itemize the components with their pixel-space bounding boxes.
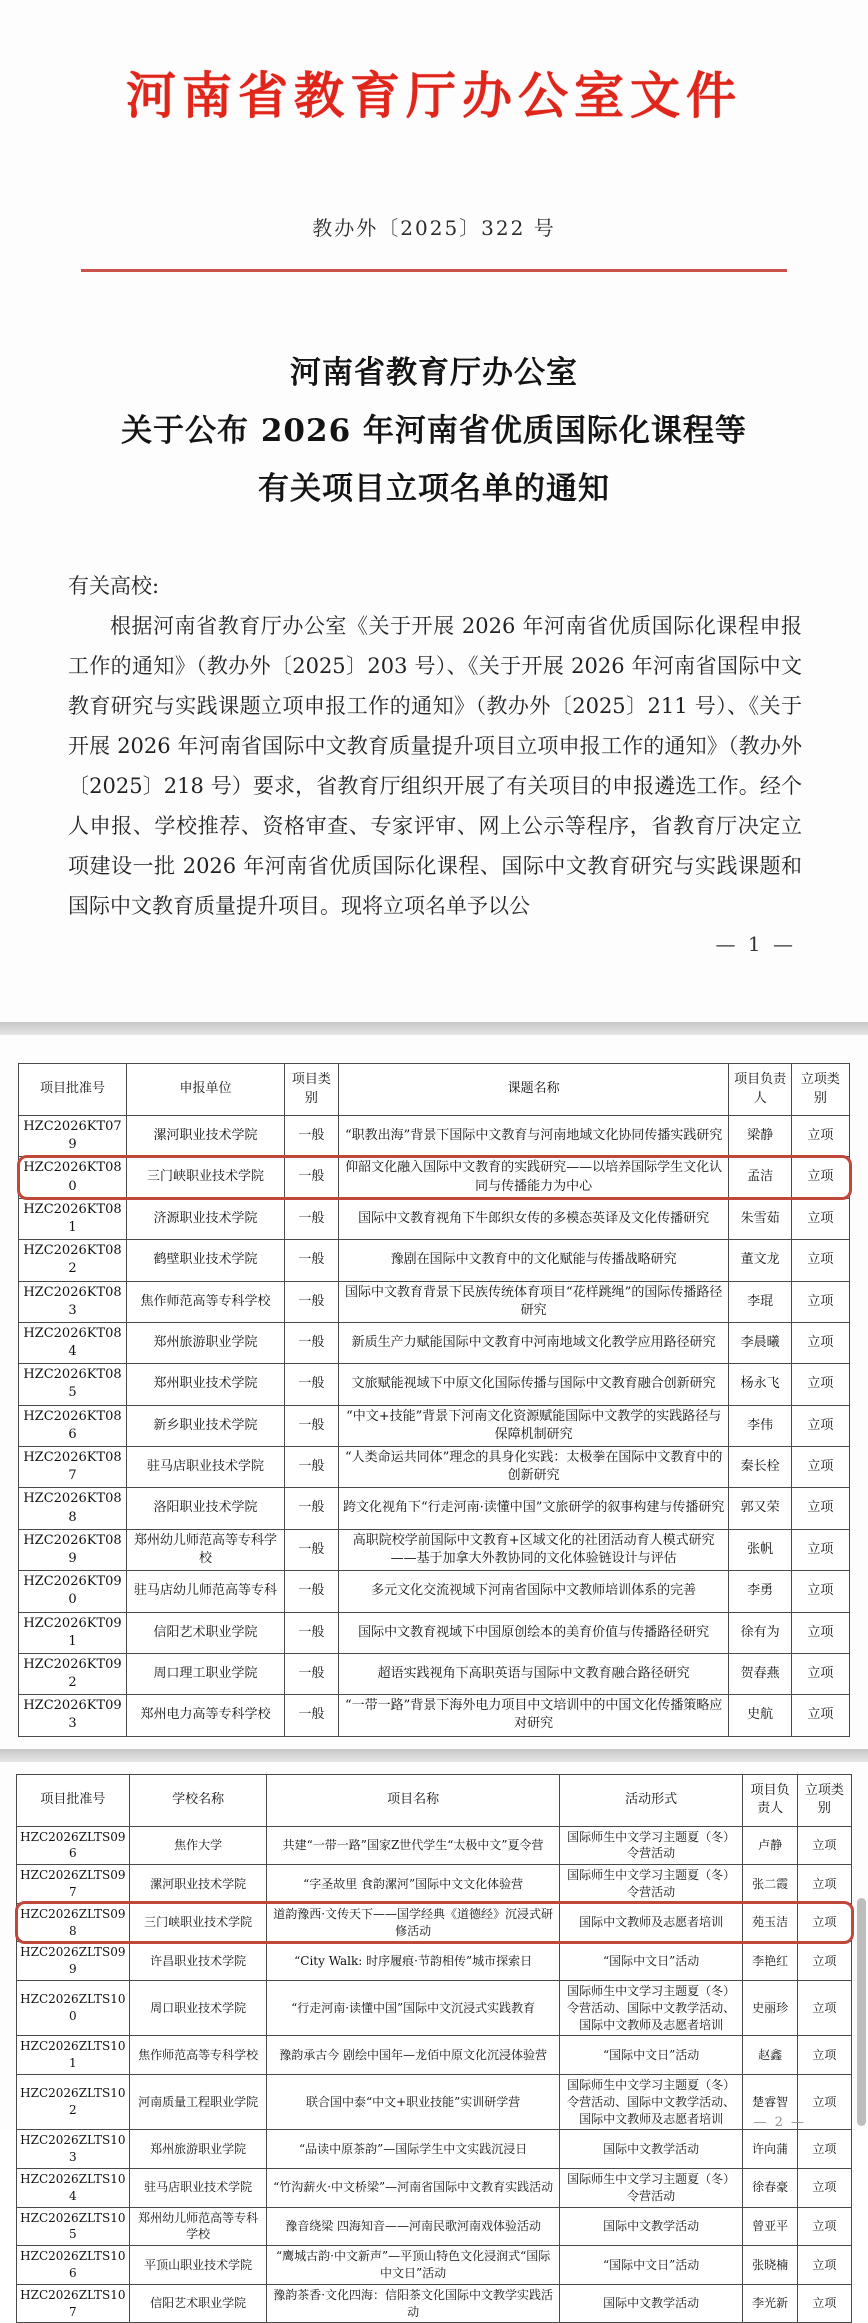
table-cell: 豫剧在国际中文教育中的文化赋能与传播战略研究: [338, 1240, 729, 1281]
table-cell: 国际中文教育视域下中国原创绘本的美育价值与传播路径研究: [338, 1612, 729, 1653]
table-cell: 豫韵茶香·文化四海：信阳茶文化国际中文教学实践活动: [267, 2284, 559, 2323]
table1-header-row: [19, 1064, 850, 1116]
table-cell: 河南质量工程职业学院: [129, 2074, 267, 2129]
table-cell: 国际中文教师及志愿者培训: [559, 1903, 743, 1942]
table-cell: 立项: [797, 2036, 851, 2075]
table1-header-status: 立项类别: [791, 1064, 849, 1116]
table2-header-leader: 项目负责人: [743, 1774, 797, 1826]
table-cell: 驻马店职业技术学院: [129, 2168, 267, 2207]
table-cell: 立项: [797, 2168, 851, 2207]
table-cell: 立项: [797, 1942, 851, 1981]
table-cell: 一般: [284, 1447, 338, 1488]
table-cell: 三门峡职业技术学院: [129, 1903, 267, 1942]
body-paragraph: 根据河南省教育厅办公室《关于开展 2026 年河南省优质国际化课程申报工作的通知》（教办外〔2025〕203 号）、《关于开展 2026 年河南省国际中文教育研究与实践课题立项申报工作的通知》（教办外〔2025〕211 号）、《关于开展 2026 年河南省国际中文教育质量提升项目立项申报工作的通知》（教办外〔2025〕218 号）要求，省教育厅组织开展了有关项目的申报遴选工作。经个人申报、学校推荐、资格审查、专家评审、网上公示等程序，省教育厅决定立项建设一批 2026 年河南省优质国际化课程、国际中文教育研究与实践课题和国际中文教育质量提升项目。现将立项名单予以公: [68, 614, 802, 918]
table-cell: 一般: [284, 1612, 338, 1653]
table-cell: 许向蒲: [743, 2130, 797, 2169]
table-cell: 一般: [284, 1571, 338, 1612]
table-row: [19, 1695, 850, 1736]
table-cell: “竹沟薪火·中文桥梁”—河南省国际中文教育实践活动: [267, 2168, 559, 2207]
table-row: [17, 2207, 852, 2246]
table-cell: 郑州幼儿师范高等专科学校: [129, 2207, 267, 2246]
table-cell: “行走河南·读懂中国”国际中文沉浸式实践教育: [267, 1981, 559, 2036]
project-table-courses: [18, 1063, 850, 1737]
table-cell: HZC2026KT083: [19, 1281, 127, 1322]
table-cell: 焦作大学: [129, 1826, 267, 1865]
table-cell: 国际中文教学活动: [559, 2130, 743, 2169]
notice-title-line-2: 关于公布 2026 年河南省优质国际化课程等: [121, 413, 747, 449]
table-cell: 许昌职业技术学院: [129, 1942, 267, 1981]
table-cell: “中文+技能”背景下河南文化资源赋能国际中文教学的实践路径与保障机制研究: [338, 1405, 729, 1446]
table-cell: 超语实践视角下高职英语与国际中文教育融合路径研究: [338, 1653, 729, 1694]
table-cell: HZC2026ZLTS103: [17, 2130, 130, 2169]
page-break-band-2: [0, 1749, 868, 1762]
table-cell: HZC2026ZLTS102: [17, 2074, 130, 2129]
table-cell: 张晓楠: [743, 2246, 797, 2285]
salutation: 有关高校:: [68, 574, 160, 598]
table-cell: 李晨曦: [729, 1322, 791, 1363]
page-number-1: — 1 —: [715, 932, 796, 956]
table-cell: 张二霞: [743, 1865, 797, 1904]
table-cell: 驻马店职业技术学院: [127, 1447, 285, 1488]
table-row: [19, 1488, 850, 1529]
table-row: [17, 2036, 852, 2075]
notice-title: [0, 344, 868, 518]
table-cell: 多元文化交流视域下河南省国际中文教师培训体系的完善: [338, 1571, 729, 1612]
table1-header-unit: 申报单位: [127, 1064, 285, 1116]
project-table-activities: [16, 1774, 852, 2323]
table1-header-category: 项目类别: [284, 1064, 338, 1116]
table-cell: 史航: [729, 1695, 791, 1736]
table-row: [17, 1981, 852, 2036]
table-cell: 跨文化视角下“行走河南·读懂中国”文旅研学的叙事构建与传播研究: [338, 1488, 729, 1529]
table-cell: 史丽珍: [743, 1981, 797, 2036]
table-cell: 杨永飞: [729, 1364, 791, 1405]
table-row: [17, 2246, 852, 2285]
table-cell: 一般: [284, 1240, 338, 1281]
table-row: [19, 1529, 850, 1570]
table-cell: 立项: [797, 1981, 851, 2036]
table-cell: 立项: [791, 1447, 849, 1488]
table-cell: 豫韵承古今 剧绘中国年—龙佰中原文化沉浸体验营: [267, 2036, 559, 2075]
table-cell: 立项: [791, 1364, 849, 1405]
table-cell: “品读中原茶韵”—国际学生中文实践沉浸日: [267, 2130, 559, 2169]
table-cell: “职教出海”背景下国际中文教育与河南地域文化协同传播实践研究: [338, 1116, 729, 1157]
table-cell: “国际中文日”活动: [559, 2246, 743, 2285]
table-cell: 一般: [284, 1198, 338, 1239]
notice-body: [0, 566, 868, 926]
table-cell: 国际中文教育视角下牛郎织女传的多模态英译及文化传播研究: [338, 1198, 729, 1239]
table-cell: 国际师生中文学习主题夏（冬）令营活动、国际中文教学活动、国际中文教师及志愿者培训: [559, 2074, 743, 2129]
notice-title-line-3: 有关项目立项名单的通知: [258, 471, 610, 507]
table-cell: 漯河职业技术学院: [127, 1116, 285, 1157]
table-row: [17, 2074, 852, 2129]
table-row: [17, 2284, 852, 2323]
table-cell: HZC2026KT085: [19, 1364, 127, 1405]
table-cell: 立项: [791, 1405, 849, 1446]
table-cell: HZC2026ZLTS096: [17, 1826, 130, 1865]
table-cell: 贺春燕: [729, 1653, 791, 1694]
table-row: [17, 2168, 852, 2207]
table-cell: 一般: [284, 1364, 338, 1405]
table-cell: 立项: [797, 2246, 851, 2285]
table-cell: 楚睿智: [743, 2074, 797, 2129]
table-cell: 立项: [791, 1198, 849, 1239]
table2-header-row: [17, 1774, 852, 1826]
table-cell: “一带一路”背景下海外电力项目中文培训中的中国文化传播策略应对研究: [338, 1695, 729, 1736]
table-cell: 立项: [791, 1653, 849, 1694]
table-cell: 一般: [284, 1405, 338, 1446]
table-cell: 一般: [284, 1281, 338, 1322]
table-cell: 国际师生中文学习主题夏（冬）令营活动: [559, 1826, 743, 1865]
table-cell: 国际师生中文学习主题夏（冬）令营活动: [559, 1865, 743, 1904]
table-cell: 郑州旅游职业学院: [129, 2130, 267, 2169]
document-number: 教办外〔2025〕322 号: [312, 216, 556, 240]
table-cell: 洛阳职业技术学院: [127, 1488, 285, 1529]
table-cell: HZC2026KT092: [19, 1653, 127, 1694]
table-cell: 新质生产力赋能国际中文教育中河南地域文化教学应用路径研究: [338, 1322, 729, 1363]
table-cell: 一般: [284, 1488, 338, 1529]
table-cell: “鹰城古韵·中文新声”—平顶山特色文化浸润式“国际中文日”活动: [267, 2246, 559, 2285]
table-cell: HZC2026KT088: [19, 1488, 127, 1529]
table-cell: 李光新: [743, 2284, 797, 2323]
table-cell: HZC2026ZLTS104: [17, 2168, 130, 2207]
table2-header-activity-type: 活动形式: [559, 1774, 743, 1826]
table-cell: HZC2026KT090: [19, 1571, 127, 1612]
table-cell: 国际中文教学活动: [559, 2207, 743, 2246]
table-cell: 秦长栓: [729, 1447, 791, 1488]
table-cell: 苑玉洁: [743, 1903, 797, 1942]
table-cell: 立项: [791, 1571, 849, 1612]
table-cell: 立项: [797, 1826, 851, 1865]
table-cell: 焦作师范高等专科学校: [127, 1281, 285, 1322]
table-cell: HZC2026ZLTS098: [17, 1903, 130, 1942]
page-number-2-partial: — 2 —: [753, 2115, 806, 2130]
table-cell: 周口理工职业学院: [127, 1653, 285, 1694]
table2-header-status: 立项类别: [797, 1774, 851, 1826]
scrollbar-thumb[interactable]: [857, 1898, 866, 2126]
table-cell: 郑州旅游职业学院: [127, 1322, 285, 1363]
table-row: [19, 1116, 850, 1157]
table-row: [19, 1612, 850, 1653]
table-row: [17, 1826, 852, 1865]
table-cell: 赵鑫: [743, 2036, 797, 2075]
table-row: [19, 1571, 850, 1612]
table-cell: 文旅赋能视域下中原文化国际传播与国际中文教育融合创新研究: [338, 1364, 729, 1405]
table1-header-leader: 项目负责人: [729, 1064, 791, 1116]
table-cell: 梁静: [729, 1116, 791, 1157]
table-cell: 立项: [791, 1116, 849, 1157]
table-cell: “City Walk: 时序履痕·节韵相传”城市探索日: [267, 1942, 559, 1981]
table-cell: 郑州幼儿师范高等专科学校: [127, 1529, 285, 1570]
table-cell: 朱雪茹: [729, 1198, 791, 1239]
table-cell: 豫音绕梁 四海知音——河南民歌河南戏体验活动: [267, 2207, 559, 2246]
table-cell: 立项: [797, 2284, 851, 2323]
table-cell: 济源职业技术学院: [127, 1198, 285, 1239]
table-cell: 徐有为: [729, 1612, 791, 1653]
table-cell: HZC2026KT079: [19, 1116, 127, 1157]
table-cell: 李琨: [729, 1281, 791, 1322]
table-cell: 一般: [284, 1695, 338, 1736]
table-cell: 一般: [284, 1529, 338, 1570]
table-cell: 郑州职业技术学院: [127, 1364, 285, 1405]
table-cell: 联合国中泰“中文+职业技能”实训研学营: [267, 2074, 559, 2129]
table-row-highlighted: [19, 1157, 850, 1198]
letterhead-title: 河南省教育厅办公室文件: [126, 66, 742, 125]
page-break-band-1: [0, 1022, 868, 1035]
table-cell: 国际师生中文学习主题夏（冬）令营活动、国际中文教学活动、国际中文教师及志愿者培训: [559, 1981, 743, 2036]
table-cell: 立项: [791, 1529, 849, 1570]
table2-header-school: 学校名称: [129, 1774, 267, 1826]
table-cell: HZC2026ZLTS100: [17, 1981, 130, 2036]
table-cell: 信阳艺术职业学院: [129, 2284, 267, 2323]
table-row: [19, 1364, 850, 1405]
table-cell: 焦作师范高等专科学校: [129, 2036, 267, 2075]
table-row: [19, 1653, 850, 1694]
table-cell: HZC2026ZLTS105: [17, 2207, 130, 2246]
table-cell: 立项: [797, 1865, 851, 1904]
table-cell: 信阳艺术职业学院: [127, 1612, 285, 1653]
table-cell: HZC2026KT080: [19, 1157, 127, 1198]
table-cell: 李伟: [729, 1405, 791, 1446]
table-cell: 立项: [791, 1612, 849, 1653]
table-row-highlighted: [17, 1903, 852, 1942]
table-cell: 三门峡职业技术学院: [127, 1157, 285, 1198]
table-cell: 徐春豪: [743, 2168, 797, 2207]
table-row: [17, 1865, 852, 1904]
table-cell: HZC2026ZLTS097: [17, 1865, 130, 1904]
table1-header-approval-no: 项目批准号: [19, 1064, 127, 1116]
table-cell: 卢静: [743, 1826, 797, 1865]
table-cell: 共建“一带一路”国家Z世代学生“太极中文”夏令营: [267, 1826, 559, 1865]
table-cell: HZC2026KT084: [19, 1322, 127, 1363]
table-row: [19, 1198, 850, 1239]
table-cell: HZC2026KT081: [19, 1198, 127, 1239]
table-cell: 郑州电力高等专科学校: [127, 1695, 285, 1736]
table-cell: 立项: [791, 1240, 849, 1281]
table-cell: 道韵豫西·文传天下——国学经典《道德经》沉浸式研修活动: [267, 1903, 559, 1942]
table-row: [19, 1281, 850, 1322]
table-cell: “国际中文日”活动: [559, 2036, 743, 2075]
table-row: [17, 2130, 852, 2169]
table-cell: HZC2026ZLTS106: [17, 2246, 130, 2285]
table-cell: HZC2026KT091: [19, 1612, 127, 1653]
table-cell: 立项: [791, 1322, 849, 1363]
table-cell: HZC2026KT087: [19, 1447, 127, 1488]
table-cell: 鹤壁职业技术学院: [127, 1240, 285, 1281]
table-cell: HZC2026KT093: [19, 1695, 127, 1736]
table-cell: 一般: [284, 1322, 338, 1363]
table-cell: 孟洁: [729, 1157, 791, 1198]
table-cell: 国际中文教学活动: [559, 2284, 743, 2323]
table-cell: 驻马店幼儿师范高等专科: [127, 1571, 285, 1612]
table-cell: 高职院校学前国际中文教育+区域文化的社团活动育人模式研究——基于加拿大外教协同的文化体验链设计与评估: [338, 1529, 729, 1570]
table-cell: 仰韶文化融入国际中文教育的实践研究——以培养国际学生文化认同与传播能力为中心: [338, 1157, 729, 1198]
table-cell: 国际中文教育背景下民族传统体育项目“花样跳绳”的国际传播路径研究: [338, 1281, 729, 1322]
table-cell: 漯河职业技术学院: [129, 1865, 267, 1904]
table-cell: 立项: [791, 1157, 849, 1198]
table-row: [17, 1942, 852, 1981]
letterhead-divider-rule: [81, 269, 787, 272]
table-cell: 李艳红: [743, 1942, 797, 1981]
table-cell: HZC2026ZLTS107: [17, 2284, 130, 2323]
table-cell: HZC2026ZLTS101: [17, 2036, 130, 2075]
table-cell: “国际中文日”活动: [559, 1942, 743, 1981]
table-cell: 立项: [791, 1695, 849, 1736]
table-cell: 一般: [284, 1116, 338, 1157]
table-cell: HZC2026KT082: [19, 1240, 127, 1281]
table-row: [19, 1322, 850, 1363]
table-cell: 董文龙: [729, 1240, 791, 1281]
table-cell: 曾亚平: [743, 2207, 797, 2246]
table2-header-approval-no: 项目批准号: [17, 1774, 130, 1826]
table-cell: 立项: [797, 2207, 851, 2246]
table-cell: 立项: [797, 1903, 851, 1942]
table-cell: 立项: [797, 2074, 851, 2129]
table-cell: 立项: [791, 1281, 849, 1322]
table-cell: 新乡职业技术学院: [127, 1405, 285, 1446]
table1-header-topic: 课题名称: [338, 1064, 729, 1116]
table-cell: 李勇: [729, 1571, 791, 1612]
table-cell: 郭又荣: [729, 1488, 791, 1529]
table-cell: 一般: [284, 1653, 338, 1694]
table-cell: “字圣故里 食韵漯河”国际中文文化体验营: [267, 1865, 559, 1904]
table-row: [19, 1405, 850, 1446]
table-cell: 立项: [797, 2130, 851, 2169]
table-cell: “人类命运共同体”理念的具身化实践：太极拳在国际中文教育中的创新研究: [338, 1447, 729, 1488]
table-cell: HZC2026KT089: [19, 1529, 127, 1570]
table-cell: HZC2026ZLTS099: [17, 1942, 130, 1981]
table-row: [19, 1240, 850, 1281]
table-cell: 周口职业技术学院: [129, 1981, 267, 2036]
table-row: [19, 1447, 850, 1488]
notice-title-line-1: 河南省教育厅办公室: [290, 355, 578, 391]
table-cell: 立项: [791, 1488, 849, 1529]
table-cell: HZC2026KT086: [19, 1405, 127, 1446]
table-cell: 张帆: [729, 1529, 791, 1570]
table-cell: 国际师生中文学习主题夏（冬）令营活动: [559, 2168, 743, 2207]
table-cell: 平顶山职业技术学院: [129, 2246, 267, 2285]
table2-header-project: 项目名称: [267, 1774, 559, 1826]
table-cell: 一般: [284, 1157, 338, 1198]
